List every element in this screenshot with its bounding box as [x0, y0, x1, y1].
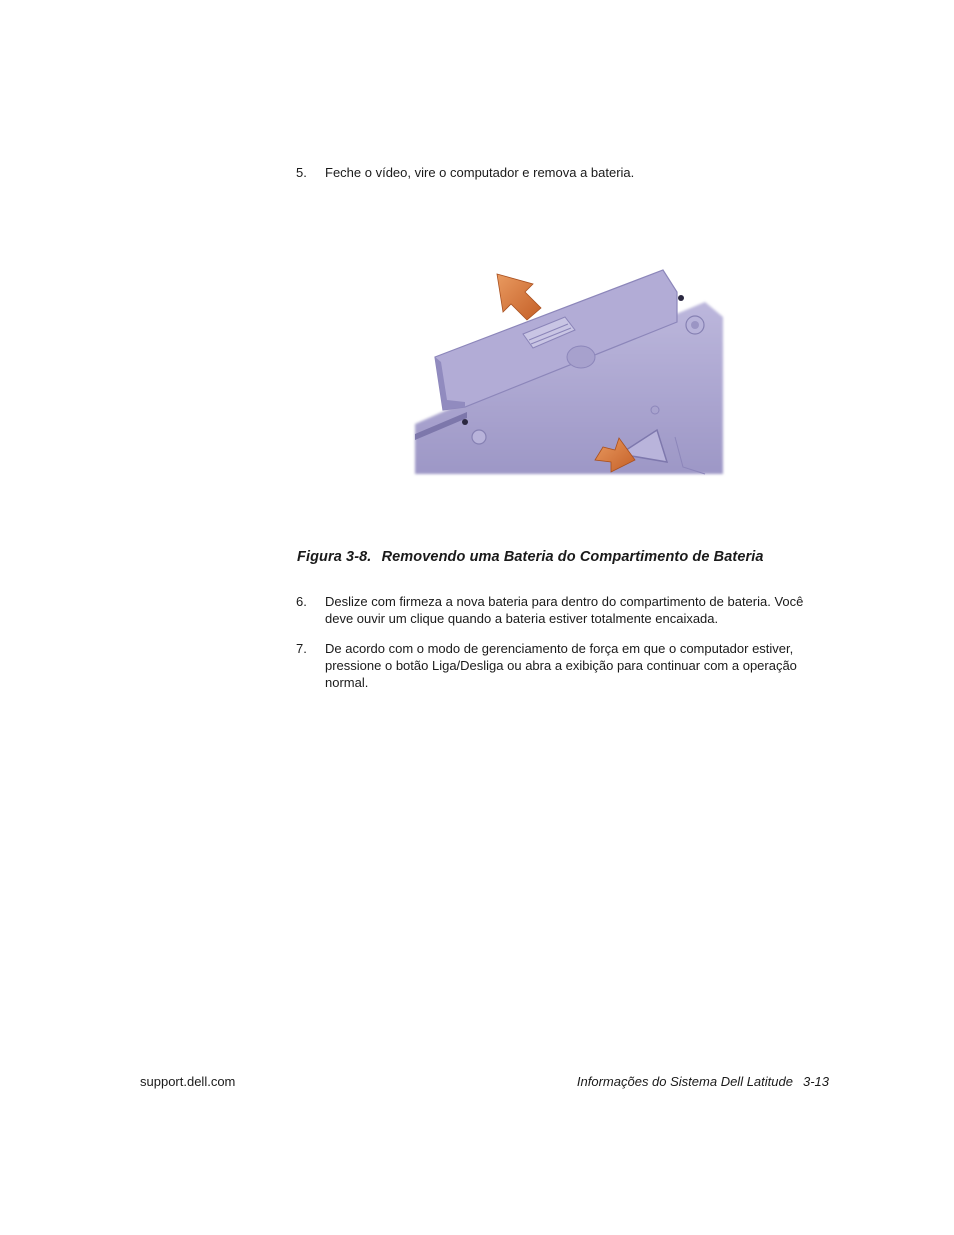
step-text: Deslize com firmeza a nova bateria para dentro do compartimento de bateria. Você deve ouvir um clique quando a bateria estiver totalmente encaixada. — [325, 594, 804, 626]
battery-recess — [567, 346, 595, 368]
battery-removal-illustration — [405, 262, 735, 484]
step-6 — [296, 593, 816, 627]
step-7 — [296, 640, 816, 691]
page-number: 3-13 — [802, 1074, 829, 1089]
step-text: Feche o vídeo, vire o computador e remova a bateria. — [325, 165, 635, 180]
figure-caption — [297, 549, 764, 565]
footer-title — [577, 1074, 829, 1089]
step-number: 5. — [296, 165, 307, 180]
step-text: De acordo com o modo de gerenciamento de força em que o computador estiver, pressione o botão Liga/Desliga ou abra a exibição para continuar com a operação normal. — [325, 641, 797, 690]
figure-label: Figura 3-8. — [297, 549, 372, 565]
arrow-up-icon — [497, 274, 541, 320]
screw — [472, 430, 486, 444]
step-number: 7. — [296, 641, 307, 656]
step-5 — [296, 164, 816, 181]
figure-title: Removendo uma Bateria do Compartimento de Bateria — [381, 549, 764, 565]
footer-book-title: Informações do Sistema Dell Latitude — [576, 1074, 793, 1089]
footer-website: support.dell.com — [140, 1074, 236, 1089]
step-number: 6. — [296, 594, 307, 609]
